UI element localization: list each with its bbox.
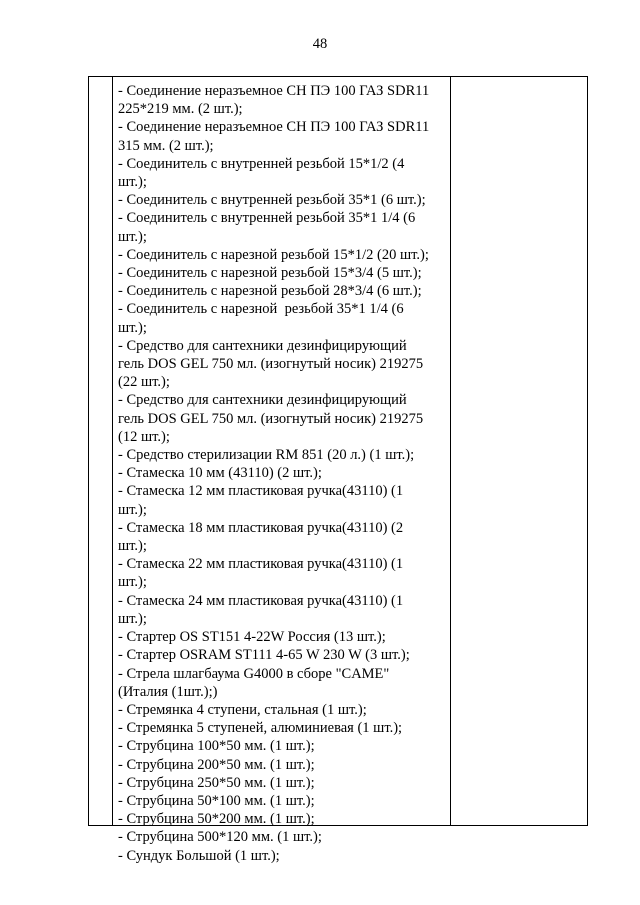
item-line: 315 мм. (2 шт.); bbox=[118, 137, 214, 154]
item-line: 225*219 мм. (2 шт.); bbox=[118, 101, 243, 118]
item-line: - Средство для сантехники дезинфицирующий bbox=[118, 392, 407, 409]
item-line: - Соединение неразъемное СН ПЭ 100 ГАЗ SDR11 bbox=[118, 119, 430, 136]
item-line: шт.); bbox=[118, 574, 147, 591]
item-line: - Струбцина 100*50 мм. (1 шт.); bbox=[118, 738, 315, 755]
item-line: - Соединение неразъемное СН ПЭ 100 ГАЗ SDR11 bbox=[118, 83, 430, 99]
item-line: - Соединитель с нарезной резьбой 15*3/4 (5 шт.); bbox=[118, 265, 422, 282]
item-line: - Струбцина 50*100 мм. (1 шт.); bbox=[118, 792, 315, 809]
item-line: - Стамеска 22 мм пластиковая ручка(43110) (1 bbox=[118, 556, 404, 573]
item-line: (Италия (1шт.);) bbox=[118, 683, 218, 700]
table-row bbox=[89, 77, 588, 826]
item-line: - Соединитель с внутренней резьбой 15*1/2 (4 bbox=[118, 155, 405, 172]
item-line: - Струбцина 250*50 мм. (1 шт.); bbox=[118, 774, 315, 791]
item-line: - Средство стерилизации RM 851 (20 л.) (1 шт.); bbox=[118, 447, 415, 464]
item-line: шт.); bbox=[118, 610, 147, 627]
right-cell bbox=[451, 77, 588, 826]
page-number: 48 bbox=[312, 36, 328, 52]
item-line: - Стамеска 12 мм пластиковая ручка(43110) (1 bbox=[118, 483, 404, 500]
item-line: - Струбцина 500*120 мм. (1 шт.); bbox=[118, 829, 322, 846]
item-line: - Стартер OS ST151 4-22W Россия (13 шт.); bbox=[118, 629, 386, 646]
item-line: гель DOS GEL 750 мл. (изогнутый носик) 219275 bbox=[118, 410, 424, 427]
item-line: - Соединитель с нарезной резьбой 28*3/4 (6 шт.); bbox=[118, 283, 422, 300]
item-line: - Струбцина 200*50 мм. (1 шт.); bbox=[118, 756, 315, 773]
item-line: шт.); bbox=[118, 228, 147, 245]
item-line: (22 шт.); bbox=[118, 374, 170, 391]
item-line: - Стрела шлагбаума G4000 в сборе "CAME" bbox=[118, 665, 390, 682]
item-line: - Средство для сантехники дезинфицирующий bbox=[118, 337, 407, 354]
item-line: - Сундук Большой (1 шт.); bbox=[118, 847, 280, 864]
item-line: (12 шт.); bbox=[118, 428, 170, 445]
item-line: - Струбцина 50*200 мм. (1 шт.); bbox=[118, 811, 315, 828]
item-line: гель DOS GEL 750 мл. (изогнутый носик) 219275 bbox=[118, 356, 424, 373]
item-line: шт.); bbox=[118, 501, 147, 518]
item-line: - Стамеска 24 мм пластиковая ручка(43110) (1 bbox=[118, 592, 404, 609]
left-cell bbox=[89, 77, 113, 826]
item-line: - Стартер OSRAM ST111 4-65 W 230 W (3 шт.); bbox=[118, 647, 410, 664]
item-line: - Стамеска 18 мм пластиковая ручка(43110) (2 bbox=[118, 519, 404, 536]
item-line: шт.); bbox=[118, 319, 147, 336]
inventory-table bbox=[88, 76, 588, 864]
items-cell bbox=[113, 77, 451, 864]
item-line: - Соединитель с нарезной резьбой 15*1/2 (20 шт.); bbox=[118, 246, 429, 263]
item-line: - Стремянка 5 ступеней, алюминиевая (1 шт.); bbox=[118, 720, 403, 737]
item-line: шт.); bbox=[118, 174, 147, 191]
item-line: - Стамеска 10 мм (43110) (2 шт.); bbox=[118, 465, 322, 482]
item-line: - Соединитель с внутренней резьбой 35*1 (6 шт.); bbox=[118, 192, 426, 209]
item-line: - Соединитель с нарезной резьбой 35*1 1/4 (6 bbox=[118, 301, 404, 318]
item-line: - Стремянка 4 ступени, стальная (1 шт.); bbox=[118, 701, 367, 718]
items-list bbox=[113, 77, 450, 864]
item-line: - Соединитель с внутренней резьбой 35*1 1/4 (6 bbox=[118, 210, 416, 227]
item-line: шт.); bbox=[118, 538, 147, 555]
